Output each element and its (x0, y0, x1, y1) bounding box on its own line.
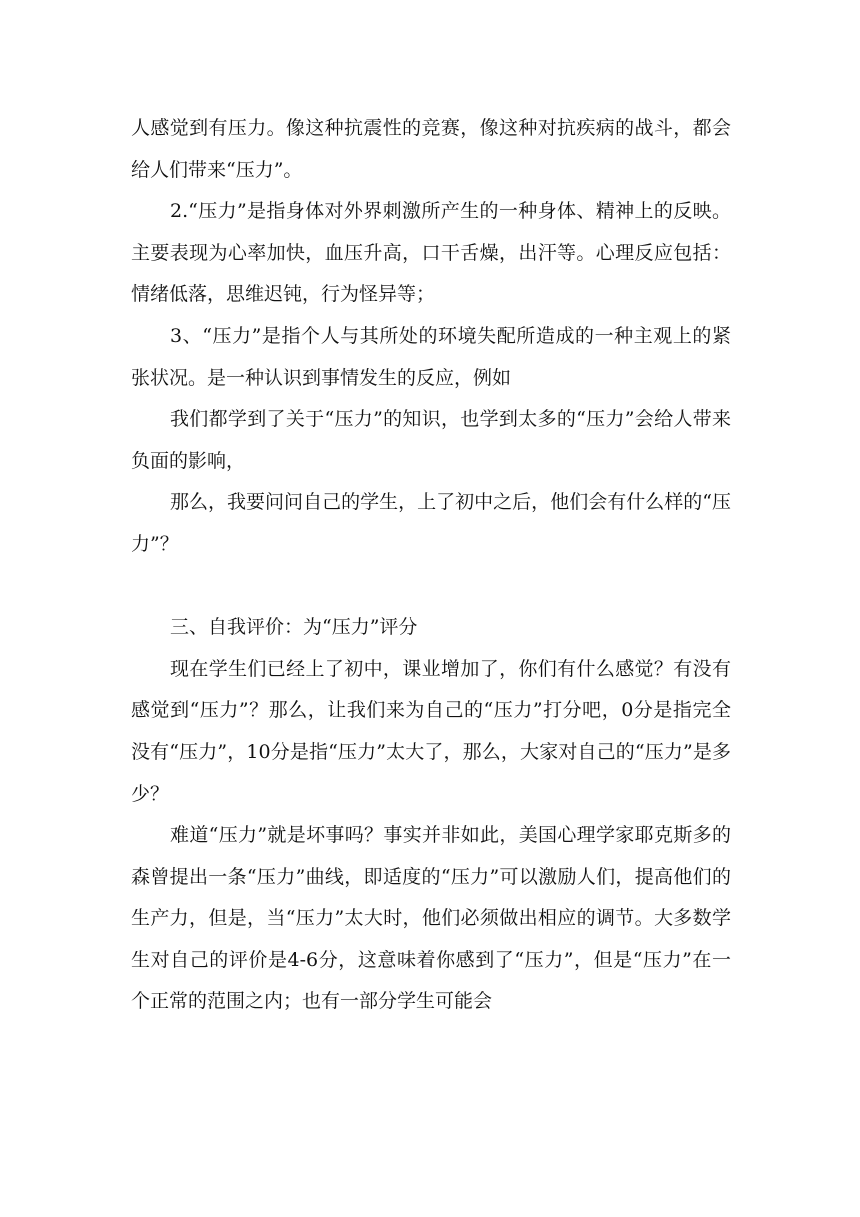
paragraph-item-3: 3、“压力”是指个人与其所处的环境失配所造成的一种主观上的紧张状况。是一种认识到事情发生的反应，例如 (131, 324, 731, 389)
section-heading: 三、自我评价：为“压力”评分 (170, 616, 418, 639)
paragraph-self-rating: 现在学生们已经上了初中，课业增加了，你们有什么感觉？有没有感觉到“压力”？那么，让我们来为自己的“压力”打分吧，0分是指完全没有“压力”，10分是指“压力”太大了，那么，大家对自己的“压力”是多少？ (131, 657, 731, 805)
document-body (131, 108, 731, 1023)
paragraph-question: 那么，我要问问自己的学生，上了初中之后，他们会有什么样的“压力”？ (131, 491, 731, 555)
paragraph-continuation: 人感觉到有压力。像这种抗震性的竞赛，像这种对抗疾病的战斗，都会给人们带来“压力”。 (131, 117, 731, 181)
paragraph-spacer (131, 566, 731, 608)
paragraph-stress-curve: 难道“压力”就是坏事吗？事实并非如此，美国心理学家耶克斯多的森曾提出一条“压力”曲线，即适度的“压力”可以激励人们，提高他们的生产力，但是，当“压力”太大时，他们必须做出相应的调节。大多数学生对自己的评价是4-6分，这意味着你感到了“压力”，但是“压力”在一个正常的范围之内；也有一部分学生可能会 (131, 824, 731, 1013)
paragraph-summary: 我们都学到了关于“压力”的知识，也学到太多的“压力”会给人带来负面的影响， (131, 408, 731, 472)
paragraph-item-2: 2.“压力”是指身体对外界刺激所产生的一种身体、精神上的反映。主要表现为心率加快，血压升高，口干舌燥，出汗等。心理反应包括：情绪低落，思维迟钝，行为怪异等； (131, 200, 731, 306)
